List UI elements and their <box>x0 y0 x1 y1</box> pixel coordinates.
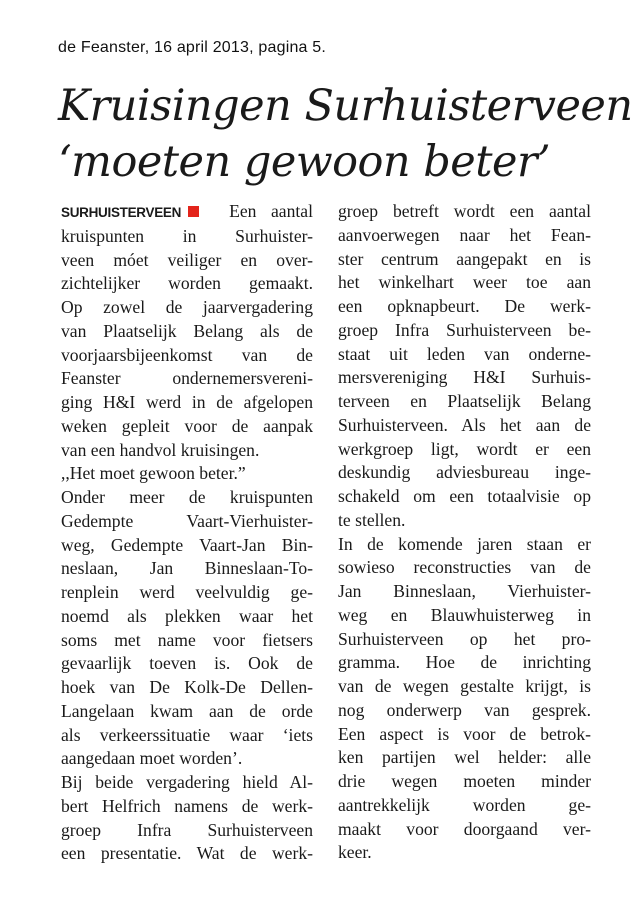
article-line: neslaan, Jan Binneslaan-To- <box>61 558 313 579</box>
article-line: Langelaan kwam aan de orde <box>61 700 313 721</box>
article-line: hoek van De Kolk-De Dellen- <box>61 677 313 697</box>
right-column-lines <box>338 200 591 865</box>
article-line: renplein werd veelvuldig ge- <box>61 582 313 602</box>
article-line: groep betreft wordt een aantal <box>338 201 591 221</box>
article-line: van een handvol kruisingen. <box>61 439 260 460</box>
headline-line-1: Kruisingen Surhuisterveen <box>58 81 633 131</box>
article-line: Jan Binneslaan, Vierhuister- <box>338 581 591 601</box>
article-line: Gedempte Vaart-Vierhuister- <box>61 510 313 531</box>
article-line: kruispunten in Surhuister- <box>61 225 313 246</box>
article-line: het winkelhart weer toe aan <box>338 272 591 293</box>
article-line: In de komende jaren staan er <box>338 533 591 554</box>
article-column-right <box>338 200 591 865</box>
article-line: deskundig adviesbureau inge- <box>338 462 591 483</box>
article-line: ,,Het moet gewoon beter.” <box>61 463 246 484</box>
article-line: aantrekkelijk worden ge- <box>338 794 591 815</box>
article-line: ging H&I werd in de afgelopen <box>61 392 313 412</box>
article-line: zichtelijker worden gemaakt. <box>61 273 313 294</box>
article-line: aanvoerwegen naar het Fean- <box>338 224 591 245</box>
article-line: groep Infra Surhuisterveen <box>61 819 313 840</box>
dateline-kicker: SURHUISTERVEEN <box>61 205 182 220</box>
article-first-line <box>61 200 313 225</box>
article-line: Onder meer de kruispunten <box>61 487 313 507</box>
article-line: een presentatie. Wat de werk- <box>61 843 313 864</box>
article-line: terveen en Plaatselijk Belang <box>338 391 591 411</box>
article-line: aangedaan moet worden’. <box>61 748 243 769</box>
article-line: als verkeerssituatie waar ‘iets <box>61 724 313 745</box>
article-line: maakt voor doorgaand ver- <box>338 818 591 839</box>
red-square-icon <box>188 206 199 217</box>
article-line: ken partijen wel helder: alle <box>338 747 591 768</box>
article-line: staat uit leden van onderne- <box>338 343 591 364</box>
article-column-left <box>61 200 313 866</box>
article-line: Op zowel de jaarvergadering <box>61 297 313 317</box>
article-line: weken gepleit voor de aanpak <box>61 415 313 436</box>
source-line: de Feanster, 16 april 2013, pagina 5. <box>58 39 327 56</box>
article-line: Surhuisterveen. Als het aan de <box>338 414 591 435</box>
headline <box>58 78 633 190</box>
article-line: veen móet veiliger en over- <box>61 249 313 270</box>
article-line: voorjaarsbijeenkomst van de <box>61 344 313 365</box>
article-line: schakeld om een totaalvisie op <box>338 486 591 506</box>
article-line: een opknapbeurt. De werk- <box>338 296 591 316</box>
article-line: gramma. Hoe de inrichting <box>338 652 591 673</box>
article-line: weg en Blauwhuisterweg in <box>338 604 591 625</box>
article-first-line-text: Een aantal <box>229 201 313 221</box>
article-line: te stellen. <box>338 509 406 530</box>
article-line: groep Infra Surhuisterveen be- <box>338 319 591 340</box>
article-line: Surhuisterveen op het pro- <box>338 628 591 649</box>
article-line: van Plaatselijk Belang als de <box>61 320 313 341</box>
article-line: keer. <box>338 842 372 863</box>
article-line: werkgroep ligt, wordt er een <box>338 438 591 459</box>
article-line: Bij beide vergadering hield Al- <box>61 772 313 792</box>
article-line: nog onderwerp van gesprek. <box>338 699 591 720</box>
article-line: gevaarlijk toeven is. Ook de <box>61 653 313 674</box>
article-line: mersvereniging H&I Surhuis- <box>338 367 591 388</box>
article-line: bert Helfrich namens de werk- <box>61 795 313 816</box>
article-line: Feanster ondernemersvereni- <box>61 368 313 389</box>
article-line: drie wegen moeten minder <box>338 771 591 791</box>
left-column-lines <box>61 225 313 866</box>
article-line: weg, Gedempte Vaart-Jan Bin- <box>61 534 313 555</box>
article-line: noemd als plekken waar het <box>61 605 313 626</box>
article-line: Een aspect is voor de betrok- <box>338 723 591 744</box>
article-line: soms met name voor fietsers <box>61 629 313 650</box>
article-line: van de wegen gestalte krijgt, is <box>338 676 591 696</box>
article-line: sowieso reconstructies van de <box>338 557 591 578</box>
article-line: ster centrum aangepakt en is <box>338 248 591 269</box>
headline-line-2: ‘moeten gewoon beter’ <box>58 137 551 187</box>
